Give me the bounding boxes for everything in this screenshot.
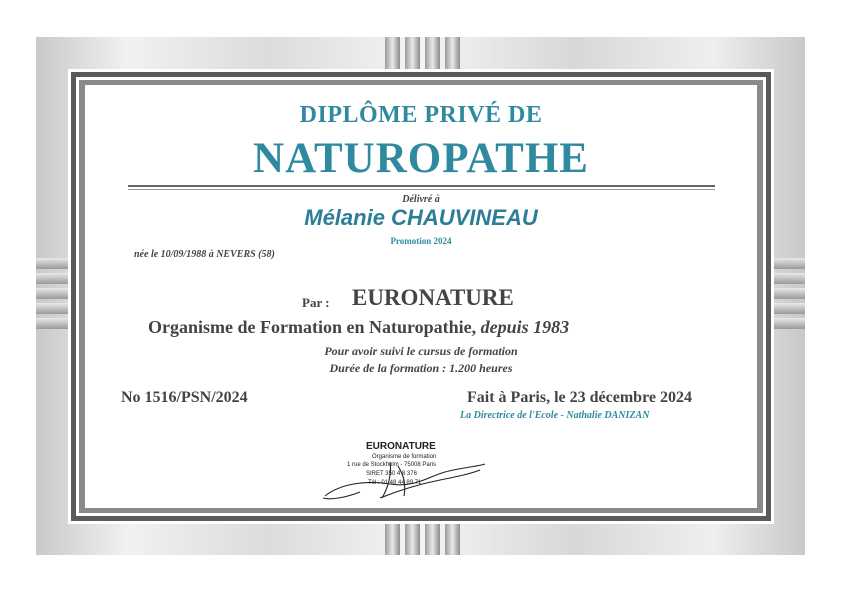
stamp-line3: SIRET 350 4 8 376 [366,471,417,477]
stamp-name: EURONATURE [366,441,436,452]
director-signature-label: La Directrice de l'Ecole - Nathalie DANIZAN [460,410,650,421]
organisation-since: depuis 1983 [480,317,570,337]
stamp-line2: 1 rue de Stockholm - 75008 Paris [347,462,437,468]
certificate-number: No 1516/PSN/2024 [121,389,248,406]
handwritten-signature [320,454,490,504]
certificate-title-line1: DIPLÔME PRIVÉ DE [299,102,543,128]
course-line: Pour avoir suivi le cursus de formation [324,344,518,358]
place-and-date: Fait à Paris, le 23 décembre 2024 [467,389,692,406]
birth-info: née le 10/09/1988 à NEVERS (58) [134,249,275,260]
delivered-label: Délivré à [402,194,440,205]
title-rule-thick [128,185,715,187]
organisation-description: Organisme de Formation en Naturopathie, [148,317,477,337]
title-rule-thin [128,189,715,190]
recipient-name: Mélanie CHAUVINEAU [304,205,538,230]
organisation-name: EURONATURE [352,285,514,310]
par-label: Par : [302,295,330,310]
stamp-line1: Organisme de formation [372,454,437,460]
duration-line: Durée de la formation : 1.200 heures [329,361,513,375]
certificate-title-line2: NATUROPATHE [253,135,589,182]
stamp-line4: Tél : 01 48 44 89 71 [368,480,422,486]
promotion-label: Promotion 2024 [390,236,452,246]
